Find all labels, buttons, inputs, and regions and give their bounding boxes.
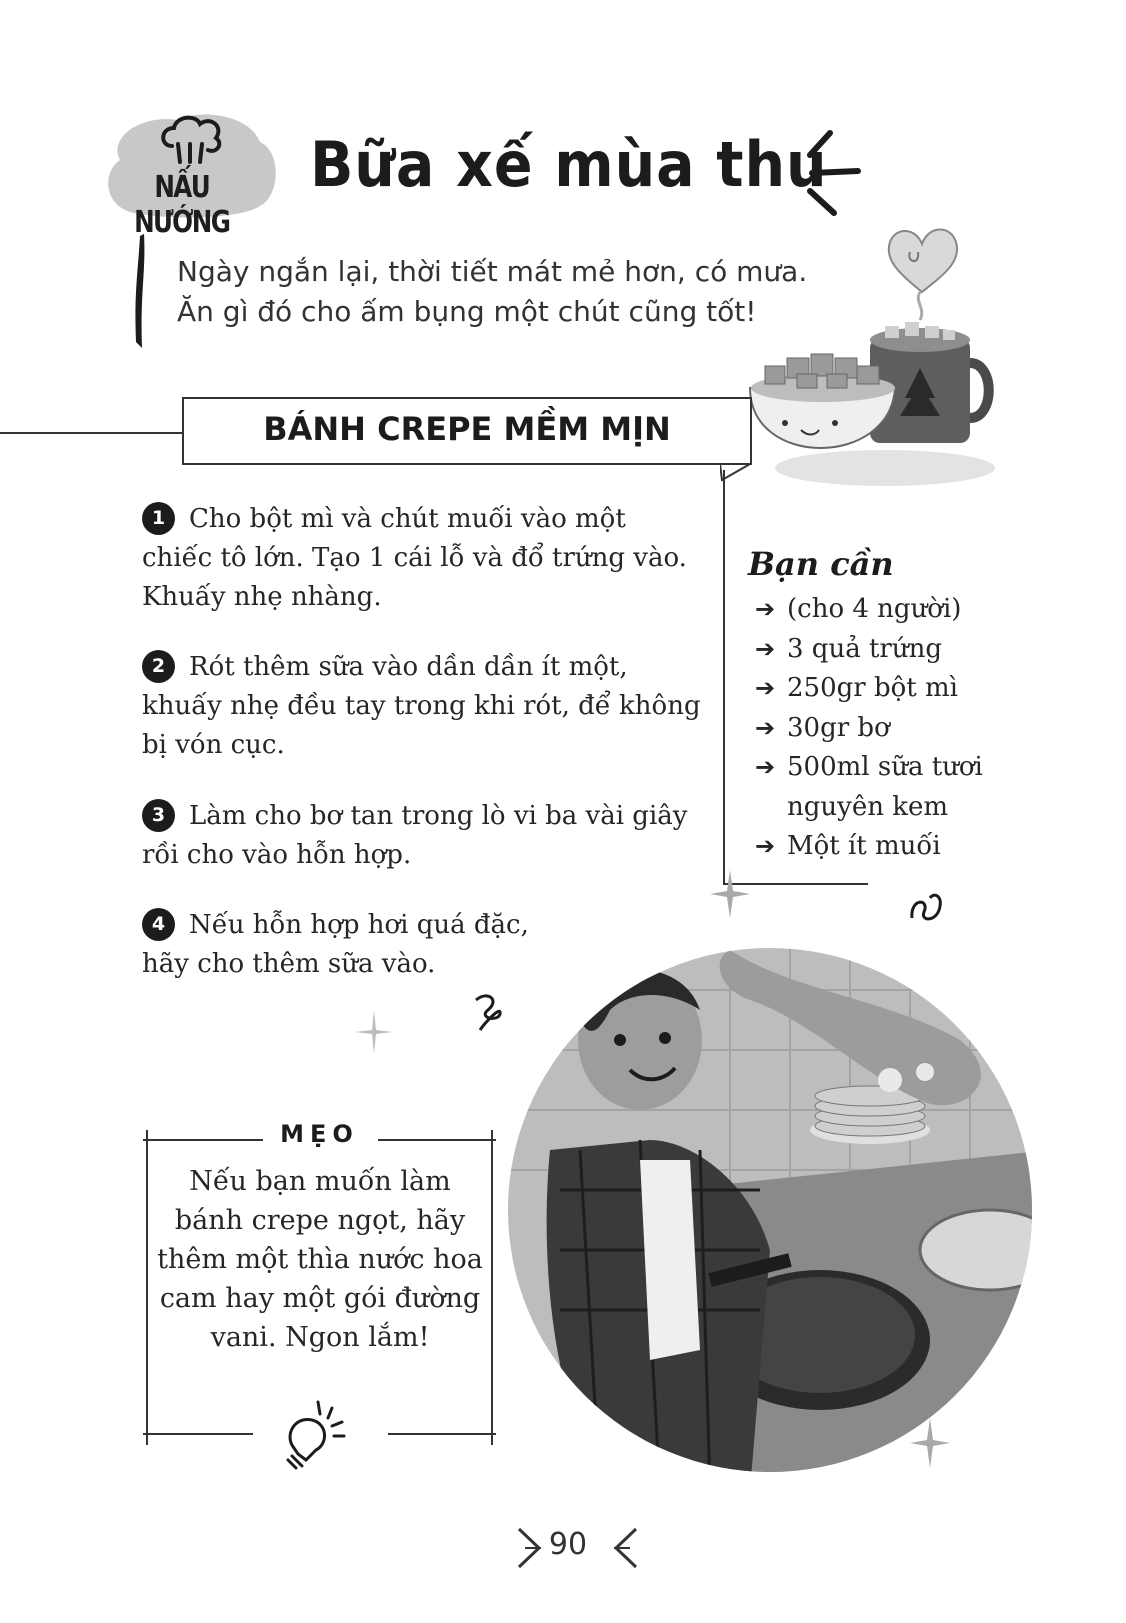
recipe-step-3 [142, 797, 702, 875]
step-text: Rót thêm sữa vào dần dần ít một, khuấy nhẹ đều tay trong khi rót, để không bị vón cục. [142, 652, 701, 760]
recipe-step-2 [142, 648, 702, 765]
arrow-right-icon: ➔ [755, 832, 776, 860]
step-number-badge: 2 [142, 650, 175, 683]
intro-quote-bar [130, 232, 154, 350]
cooking-boy-illustration [490, 930, 1050, 1490]
step-number-badge: 1 [142, 502, 175, 535]
intro-text-line-1: Ngày ngắn lại, thời tiết mát mẻ hơn, có mưa. [177, 255, 808, 288]
recipe-step-4 [142, 906, 532, 984]
step-text: Nếu hỗn hợp hơi quá đặc, hãy cho thêm sữa vào. [142, 910, 529, 979]
ingredients-title: Bạn cần [748, 545, 894, 583]
tip-text: Nếu bạn muốn làm bánh crepe ngọt, hãy thêm một thìa nước hoa cam hay một gói đường vani. Ngon lắm! [157, 1166, 483, 1353]
ingredient-item: ➔ 500ml sữa tươi nguyên kem [755, 748, 995, 827]
swirl-icon [908, 888, 948, 928]
ingredient-item: ➔ (cho 4 người) [755, 590, 995, 630]
recipe-title: BÁNH CREPE MỀM MỊN [263, 410, 671, 448]
arrow-right-icon: ➔ [755, 634, 776, 663]
ingredient-item: ➔ 3 quả trứng [755, 630, 995, 670]
column-divider-vertical [723, 470, 725, 885]
ingredient-item: ➔ Một ít muối [755, 827, 995, 867]
ingredients-list [755, 590, 995, 867]
lightbulb-icon [280, 1392, 360, 1470]
step-number-badge: 3 [142, 799, 175, 832]
step-text: Làm cho bơ tan trong lò vi ba vài giây rồi cho vào hỗn hợp. [142, 801, 688, 870]
arrow-right-icon: ➔ [755, 713, 776, 742]
accent-rays-icon [800, 125, 870, 225]
ingredient-item: ➔ 30gr bơ [755, 709, 995, 749]
step-number-badge: 4 [142, 908, 175, 941]
swirl-icon [470, 990, 506, 1034]
step-text: Cho bột mì và chút muối vào một chiếc tô lớn. Tạo 1 cái lỗ và đổ trứng vào. Khuấy nhẹ nhàng. [142, 504, 687, 612]
page-number: 90 [548, 1527, 588, 1562]
page-title: Bữa xế mùa thu [310, 128, 828, 201]
arrow-right-icon: ➔ [755, 595, 776, 623]
ingredient-item: ➔ 250gr bột mì [755, 669, 995, 709]
sparkle-icon [355, 1010, 393, 1054]
page-number-arrow-right [610, 1525, 640, 1571]
category-badge-label: NẤU NƯỚNG [134, 170, 230, 240]
recipe-step-1 [142, 500, 702, 617]
arrow-right-icon: ➔ [755, 674, 776, 702]
tip-title: MẸO [280, 1120, 359, 1148]
heart-steam-icon [880, 222, 965, 322]
snack-bowl-mug-illustration [745, 318, 1005, 498]
sparkle-icon [710, 870, 750, 918]
sparkle-icon [910, 1418, 950, 1468]
heading-lead-line [0, 432, 182, 434]
arrow-right-icon: ➔ [755, 753, 776, 781]
intro-text-line-2: Ăn gì đó cho ấm bụng một chút cũng tốt! [177, 295, 757, 328]
